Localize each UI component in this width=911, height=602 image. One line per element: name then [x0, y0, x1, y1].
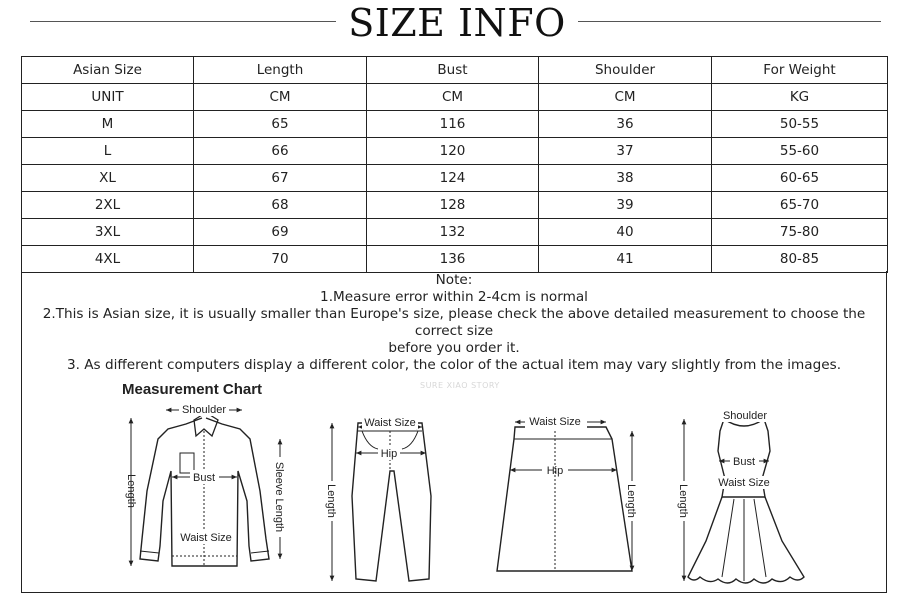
dress-shoulder-label: Shoulder	[722, 410, 768, 422]
dress-skirt	[688, 497, 804, 583]
title-divider-right	[578, 21, 881, 22]
table-cell: M	[22, 111, 194, 138]
shirt-bust-label: Bust	[192, 472, 216, 484]
title-divider-left	[30, 21, 336, 22]
skirt-outline	[497, 427, 632, 571]
table-cell: 40	[539, 219, 712, 246]
skirt-illustration	[497, 414, 638, 571]
table-cell: 37	[539, 138, 712, 165]
unit-cell: CM	[194, 84, 367, 111]
title-bar	[0, 0, 911, 50]
table-row	[22, 138, 888, 165]
shirt-cuff-right	[251, 551, 269, 553]
table-cell: 65-70	[712, 192, 888, 219]
table-cell: L	[22, 138, 194, 165]
table-cell: 124	[367, 165, 539, 192]
shirt-waist-label: Waist Size	[180, 532, 232, 544]
table-row	[22, 246, 888, 273]
pants-outline	[352, 423, 431, 581]
skirt-waist-label: Waist Size	[529, 416, 581, 428]
header-cell: Asian Size	[22, 57, 194, 84]
unit-cell: KG	[712, 84, 888, 111]
unit-cell: CM	[367, 84, 539, 111]
table-cell: 70	[194, 246, 367, 273]
header-cell: Length	[194, 57, 367, 84]
table-cell: 3XL	[22, 219, 194, 246]
table-cell: 132	[367, 219, 539, 246]
table-cell: 38	[539, 165, 712, 192]
shirt-shoulder-label: Shoulder	[181, 404, 227, 416]
header-cell: For Weight	[712, 57, 888, 84]
table-row	[22, 165, 888, 192]
table-cell: 120	[367, 138, 539, 165]
table-cell: 65	[194, 111, 367, 138]
pants-waist-label: Waist Size	[364, 417, 416, 429]
skirt-length-label: Length	[625, 484, 637, 518]
unit-cell: CM	[539, 84, 712, 111]
note-line: 2.This is Asian size, it is usually smaller than Europe's size, please check the above detailed measurement to choose the correct size	[42, 306, 866, 339]
watermark: SURE XIAO STORY	[420, 381, 500, 390]
pants-pocket-left	[362, 431, 378, 449]
table-header-row	[22, 57, 888, 84]
table-cell: 50-55	[712, 111, 888, 138]
note-line: before you order it.	[388, 340, 520, 356]
page-title: SIZE INFO	[348, 1, 566, 45]
shirt-cuff-left	[140, 551, 159, 553]
dress-length-label: Length	[677, 484, 689, 518]
table-unit-row	[22, 84, 888, 111]
table-row	[22, 111, 888, 138]
note-line: 3. As different computers display a different color, the color of the actual item may vary slightly from the images.	[66, 357, 842, 373]
shirt-illustration	[125, 402, 286, 566]
notes	[22, 272, 886, 374]
dress-waist-label: Waist Size	[718, 477, 770, 489]
dress-bust-label: Bust	[732, 456, 756, 468]
pants-hip-label: Hip	[380, 448, 398, 460]
table-cell: 55-60	[712, 138, 888, 165]
table-cell: 136	[367, 246, 539, 273]
pants-illustration	[325, 415, 431, 581]
table-cell: XL	[22, 165, 194, 192]
table-cell: 69	[194, 219, 367, 246]
table-cell: 39	[539, 192, 712, 219]
table-cell: 41	[539, 246, 712, 273]
notes-panel	[21, 271, 887, 593]
table-row	[22, 192, 888, 219]
pants-pocket-right	[402, 431, 418, 449]
table-cell: 66	[194, 138, 367, 165]
notes-heading: Note:	[435, 272, 473, 288]
unit-cell: UNIT	[22, 84, 194, 111]
note-line: 1.Measure error within 2-4cm is normal	[320, 289, 588, 305]
measurement-chart-title: Measurement Chart	[122, 381, 263, 398]
dress-illustration	[677, 409, 804, 583]
table-cell: 2XL	[22, 192, 194, 219]
table-row	[22, 219, 888, 246]
shirt-length-label: Length	[125, 474, 137, 508]
table-cell: 80-85	[712, 246, 888, 273]
table-cell: 75-80	[712, 219, 888, 246]
table-cell: 68	[194, 192, 367, 219]
table-cell: 128	[367, 192, 539, 219]
table-cell: 4XL	[22, 246, 194, 273]
pants-length-label: Length	[325, 484, 337, 518]
skirt-hip-label: Hip	[546, 465, 564, 477]
measurement-diagram	[22, 391, 886, 591]
table-cell: 67	[194, 165, 367, 192]
shirt-sleeve-label: Sleeve Length	[273, 461, 285, 533]
header-cell: Shoulder	[539, 57, 712, 84]
table-cell: 116	[367, 111, 539, 138]
dress-pleats	[722, 499, 766, 581]
header-cell: Bust	[367, 57, 539, 84]
table-cell: 36	[539, 111, 712, 138]
table-cell: 60-65	[712, 165, 888, 192]
size-table	[21, 56, 888, 273]
